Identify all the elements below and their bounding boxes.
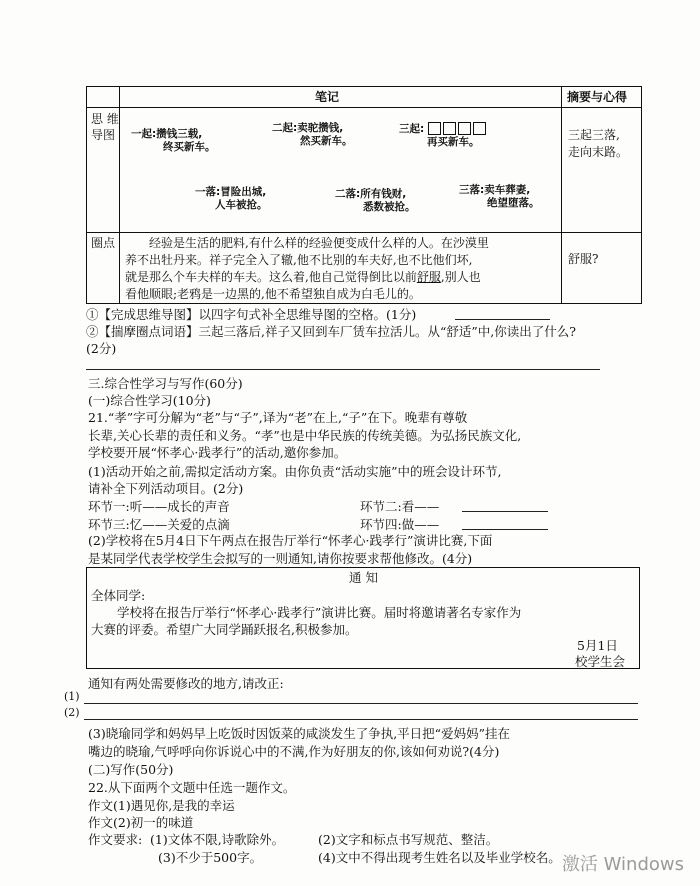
requirement-4: (4)文中不得出现考生姓名以及毕业学校名。	[318, 850, 561, 865]
question-1: ①【完成思维导图】以四字句式补全思维导图的空格。(1分)	[86, 307, 417, 322]
link-2: 环节二:看——	[360, 499, 440, 514]
summary-mindmap: 三起三落, 走向末路。	[568, 128, 629, 159]
q21-1-line-1: (1)活动开始之前,需拟定活动方案。由你负责“活动实施”中的班会设计环节,	[88, 464, 502, 479]
essay-option-1: 作文(1)遇见你,是我的幸运	[88, 798, 235, 813]
q21-3-line-2: 嘴边的晓瑜,气呼呼向你诉说心中的不满,作为好朋友的你,该如何劝说?(4分)	[88, 744, 500, 759]
q21-line-3: 学校要开展“怀孝心·践孝行”的活动,邀你参加。	[88, 445, 347, 460]
header-summary: 摘要与心得	[567, 90, 628, 104]
q21-line-1: 21.“孝”字可分解为“老”与“子”,译为“老”在上,“子”在下。晚辈有尊敬	[88, 410, 468, 425]
q21-line-2: 长辈,关心长辈的责任和义务。“孝”也是中华民族的传统美德。为弘扬民族文化,	[88, 428, 522, 443]
requirements-label: 作文要求:	[88, 832, 143, 847]
header-notes: 笔记	[315, 90, 340, 104]
question-2: ②【揣摩圈点词语】三起三落后,祥子又回到车厂赁车拉活儿。从“舒适”中,你读出了什么?	[86, 324, 576, 339]
row-label-annotate: 圈点	[91, 236, 116, 250]
answer-mark-1: (1)	[64, 690, 80, 703]
answer-line-link-4[interactable]	[462, 529, 548, 530]
requirement-3: (3)不少于500字。	[158, 850, 263, 865]
notice-body-1: 学校将在报告厅举行“怀孝心·践孝行”演讲比赛。届时将邀请著名专家作为	[117, 605, 522, 620]
requirement-2: (2)文字和标点书写规范、整洁。	[318, 832, 499, 847]
summary-annotate: 舒服?	[568, 252, 599, 266]
mindmap-fall-3: 三落:卖车葬妻, 绝望堕落。	[459, 184, 540, 209]
link-1: 环节一:听——成长的声音	[88, 499, 230, 514]
essay-option-2: 作文(2)初一的味道	[88, 815, 194, 830]
circled-word: 舒服	[416, 270, 441, 284]
link-4: 环节四:做——	[360, 517, 440, 532]
answer-line-link-2[interactable]	[462, 511, 548, 512]
q21-2-line-2: 是某同学代表学校学生会拟写的一则通知,请你按要求帮他修改。(4分)	[88, 551, 473, 566]
notice-date: 5月1日	[577, 638, 618, 653]
q21-2-line-1: (2)学校将在5月4日下午两点在报告厅举行“怀孝心·践孝行”演讲比赛,下面	[88, 533, 493, 548]
link-3: 环节三:忆——关爱的点滴	[88, 517, 230, 532]
q21-1-line-2: 请补全下列活动项目。(2分)	[88, 481, 244, 496]
notice-greeting: 全体同学:	[91, 588, 146, 603]
answer-line-2[interactable]	[86, 369, 600, 370]
section-3-1-title: (一)综合性学习(10分)	[88, 393, 211, 408]
requirement-1: (1)文体不限,诗歌除外。	[150, 832, 285, 847]
mindmap-fall-2: 二落:所有钱财, 悉数被抢。	[335, 188, 416, 213]
answer-line-3[interactable]	[84, 703, 638, 704]
mindmap-rise-3: 三起: 再买新车。	[399, 122, 488, 149]
notice-signer: 校学生会	[575, 654, 626, 669]
section-3-2-title: (二)写作(50分)	[88, 762, 174, 777]
q22-title: 22.从下面两个文题中任选一题作文。	[88, 780, 296, 795]
question-2-score: (2分)	[86, 341, 117, 356]
blank-boxes[interactable]	[428, 122, 488, 136]
notice-title: 通 知	[349, 570, 378, 585]
answer-line-4[interactable]	[84, 719, 638, 720]
notice-body-2: 大赛的评委。希望广大同学踊跃报名,积极参加。	[91, 622, 358, 637]
q21-2-prompt: 通知有两处需要修改的地方,请改正:	[88, 676, 284, 691]
mindmap-rise-2: 二起:卖驼攒钱, 然买新车。	[272, 122, 353, 147]
windows-watermark: 激活 Windows	[561, 854, 684, 875]
notice-box	[86, 567, 640, 669]
passage: 经验是生活的肥料,有什么样的经验便变成什么样的人。在沙漠里 养不出牡丹来。祥子完全入了辙,他不比别的车夫好,也不比他们坏, 就是那么个车夫样的车夫。这么着,他自己觉得倒比以前舒服,别人也 看他顺眼;老鸦是一边黑的,他不希望独自成为白毛儿的。	[125, 236, 489, 301]
mindmap-rise-1: 一起:攒钱三载, 终买新车。	[131, 128, 216, 153]
mindmap-fall-1: 一落:冒险出城, 人车被抢。	[195, 186, 268, 211]
section-3-title: 三.综合性学习与写作(60分)	[88, 376, 243, 391]
notes-table	[86, 86, 642, 304]
q21-3-line-1: (3)晓瑜同学和妈妈早上吃饭时因饭菜的咸淡发生了争执,平日把“爱妈妈”挂在	[88, 726, 510, 741]
row-label-mindmap: 思 维 导图	[91, 112, 119, 142]
answer-mark-2: (2)	[64, 706, 80, 719]
answer-line-1[interactable]	[455, 319, 550, 320]
